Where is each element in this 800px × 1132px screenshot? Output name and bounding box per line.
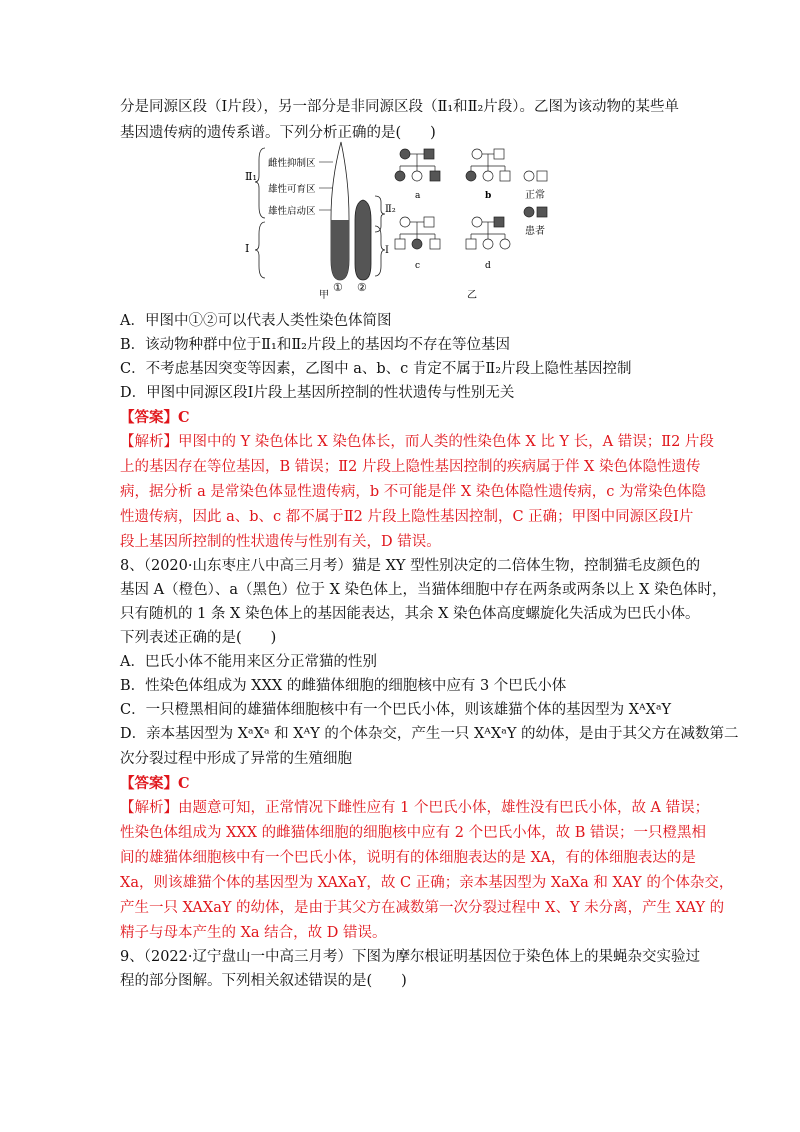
pedigree-a [395, 149, 440, 181]
chromosome-1 [331, 142, 349, 280]
q8-answer: 【答案】C [120, 775, 190, 792]
label-ped-c: c [415, 261, 421, 271]
q7-explanation-5: 段上基因所控制的性状遗传与性别有关，D 错误。 [120, 534, 441, 550]
q8-explanation-4: Xa，则该雄猫个体的基因型为 XAXaY，故 C 正确；亲本基因型为 XaXa 和 XAY 的个体杂交， [120, 875, 734, 891]
q8-option-d-2: 次分裂过程中形成了异常的生殖细胞 [120, 751, 352, 767]
q8-explanation-3: 间的雄猫体细胞核中有一个巴氏小体，说明有的体细胞表达的是 XA，有的体细胞表达的是 [120, 850, 696, 866]
q8-option-d-1: D．亲本基因型为 XᵃXᵃ 和 XᴬY 的个体杂交，产生一只 XᴬXᵃY 的幼体，是由于其父方在减数第二 [120, 726, 739, 742]
chromosome-2 [355, 200, 371, 280]
label-jia: 甲 [319, 290, 329, 300]
intro-line-1: 分是同源区段（Ⅰ片段），另一部分是非同源区段（Ⅱ₁和Ⅱ₂片段）。乙图为该动物的某些单 [120, 99, 680, 115]
q7-explanation-4: 性遗传病，因此 a、b、c 都不属于Ⅱ2 片段上隐性基因控制，C 正确；甲图中同源区段Ⅰ片 [120, 509, 694, 525]
pedigree-c [395, 217, 440, 249]
pedigree-d [466, 217, 510, 249]
label-chrom1: ① [333, 281, 343, 294]
q8-explanation-5: 产生一只 XAXaY 的幼体，是由于其父方在减数第一次分裂过程中 X、Y 未分离，产生 XAY 的 [120, 900, 725, 916]
q7-answer: 【答案】C [120, 409, 190, 426]
label-ped-b: b [485, 191, 492, 201]
q7-explanation-1: 【解析】甲图中的 Y 染色体比 X 染色体长，而人类的性染色体 X 比 Y 长，A 错误；Ⅱ2 片段 [120, 434, 714, 450]
label-i-left: Ⅰ [245, 242, 250, 255]
label-i-right: Ⅰ [385, 245, 389, 256]
q9-stem-1: 9、（2022·辽宁盘山一中高三月考）下图为摩尔根证明基因位于染色体上的果蝇杂交实验过 [120, 949, 700, 965]
q8-stem-1: 8、（2020·山东枣庄八中高三月考）猫是 XY 型性别决定的二倍体生物，控制猫毛皮颜色的 [120, 558, 701, 574]
label-female-suppress: 雌性抑制区 [268, 158, 316, 169]
q7-option-c: C．不考虑基因突变等因素，乙图中 a、b、c 肯定不属于Ⅱ₂片段上隐性基因控制 [120, 361, 632, 377]
label-yi: 乙 [467, 290, 477, 300]
q8-explanation-2: 性染色体组成为 XXX 的雌猫体细胞的细胞核中应有 2 个巴氏小体，故 B 错误；一只橙黑相 [120, 825, 707, 841]
q8-option-a: A．巴氏小体不能用来区分正常猫的性别 [120, 654, 377, 670]
q7-option-b: B．该动物种群中位于Ⅱ₁和Ⅱ₂片段上的基因均不存在等位基因 [120, 337, 510, 353]
label-ii1: Ⅱ₁ [245, 170, 257, 183]
label-male-fertile: 雄性可育区 [268, 184, 316, 195]
q8-option-c: C．一只橙黑相间的雄猫体细胞核中有一个巴氏小体，则该雄猫个体的基因型为 XᴬXᵃY [120, 702, 672, 718]
q8-option-b: B．性染色体组成为 XXX 的雌猫体细胞的细胞核中应有 3 个巴氏小体 [120, 678, 567, 694]
q8-stem-2: 基因 A（橙色）、a（黑色）位于 X 染色体上，当猫体细胞中存在两条或两条以上 X 染色体时， [120, 582, 727, 598]
intro-line-2: 基因遗传病的遗传系谱。下列分析正确的是( ) [120, 125, 436, 141]
q7-explanation-3: 病，据分析 a 是常染色体显性遗传病，b 不可能是伴 X 染色体隐性遗传病，c 为常染色体隐 [120, 484, 707, 500]
q8-stem-4: 下列表述正确的是( ) [120, 630, 277, 646]
q7-explanation-2: 上的基因存在等位基因，B 错误；Ⅱ2 片段上隐性基因控制的疾病属于伴 X 染色体隐性遗传 [120, 459, 701, 475]
pedigree-b [466, 149, 510, 181]
q8-explanation-6: 精子与母本产生的 Xa 结合，故 D 错误。 [120, 925, 387, 941]
label-male-start: 雄性启动区 [268, 206, 316, 217]
legend-patient: 患者 [525, 226, 545, 237]
q9-stem-2: 程的部分图解。下列相关叙述错误的是( ) [120, 973, 407, 989]
label-ped-a: a [415, 191, 421, 201]
label-ped-d: d [485, 261, 491, 271]
q7-option-a: A．甲图中①②可以代表人类性染色体简图 [120, 313, 392, 329]
q8-explanation-1: 【解析】由题意可知，正常情况下雌性应有 1 个巴氏小体，雄性没有巴氏小体，故 A 错误； [120, 800, 710, 816]
legend-normal: 正常 [525, 190, 545, 201]
label-chrom2: ② [357, 281, 367, 294]
label-ii2: Ⅱ₂ [385, 204, 396, 215]
genetics-figure [245, 140, 565, 300]
q8-stem-3: 只有随机的 1 条 X 染色体上的基因能表达，其余 X 染色体高度螺旋化失活成为巴氏小体。 [120, 606, 700, 622]
q7-option-d: D．甲图中同源区段Ⅰ片段上基因所控制的性状遗传与性别无关 [120, 385, 515, 401]
